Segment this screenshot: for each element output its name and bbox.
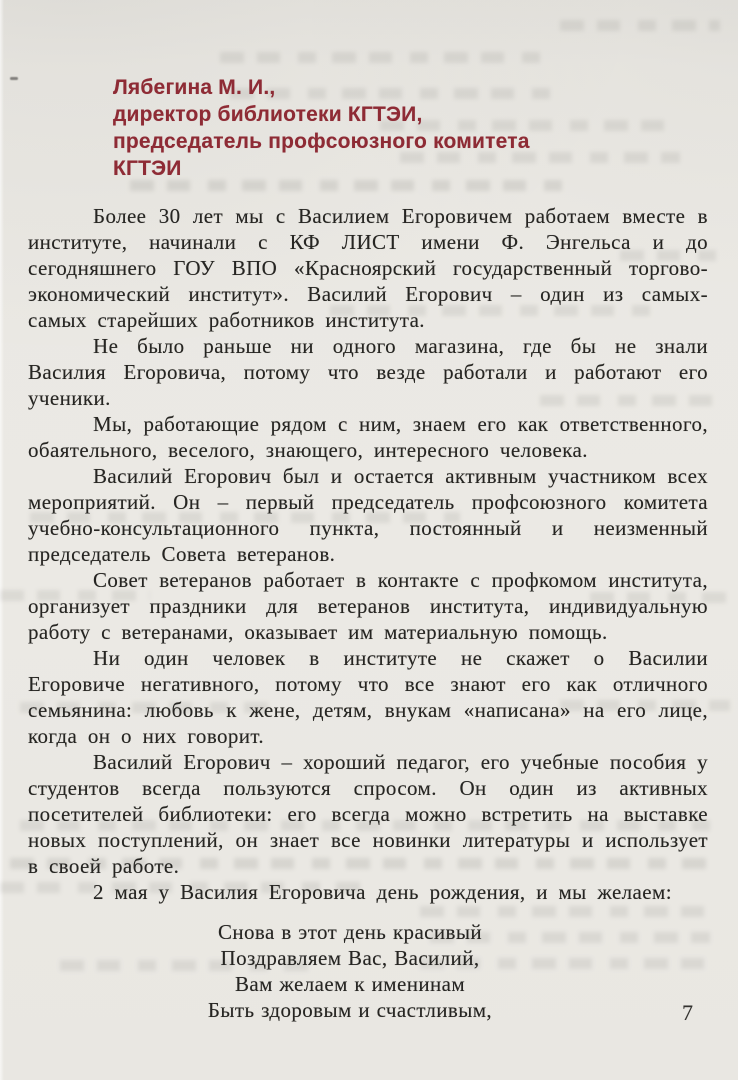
heading-line: Лябегина М. И., <box>113 76 276 99</box>
body-text <box>28 203 708 1023</box>
paragraph: Мы, работающие рядом с ним, знаем его как ответственного, обаятельного, веселого, знающего, интересного человека. <box>28 412 708 462</box>
heading-line: КГТЭИ <box>113 157 182 180</box>
poem-line: Вам желаем к именинам <box>234 972 466 996</box>
scan-speck <box>10 77 18 80</box>
poem <box>28 919 672 1023</box>
bleed-through-text <box>220 52 550 63</box>
paragraph: Василий Егорович – хороший педагог, его учебные пособия у студентов всегда пользуются спросом. Он один из активных посетителей библиотеки: его всегда можно встретить на выставке новых поступлений, он знает все новинки литературы и использует в своей работе. <box>28 750 708 878</box>
poem-line: Быть здоровым и счастливым, <box>207 998 493 1022</box>
poem-line: Поздравляем Вас, Василий, <box>220 946 480 970</box>
paragraph: 2 мая у Василия Егоровича день рождения, и мы желаем: <box>93 880 672 904</box>
paragraph: Ни один человек в институте не скажет о Василии Егоровиче негативного, потому что все знают его как отличного семьянина: любовь к жене, детям, внукам «написана» на его лице, когда он о них говорит. <box>28 646 708 748</box>
scan-edge <box>0 0 4 1080</box>
paragraph: Не было раньше ни одного магазина, где бы не знали Василия Егоровича, потому что везде работали и работают его ученики. <box>28 334 708 410</box>
paragraph: Василий Егорович был и остается активным участником всех мероприятий. Он – первый председатель профсоюзного комитета учебно-консультационного пункта, постоянный и неизменный председатель Совета ветеранов. <box>28 464 708 566</box>
bleed-through-text <box>560 20 720 31</box>
author-heading <box>113 74 530 182</box>
paragraph: Более 30 лет мы с Василием Егоровичем работаем вместе в институте, начинали с КФ ЛИСТ имени Ф. Энгельса и до сегодняшнего ГОУ ВПО «Красноярский государственный торгово-экономический институт». Василий Егорович – один из самых-самых старейших работников института. <box>28 204 708 332</box>
paragraph: Совет ветеранов работает в контакте с профкомом института, организует праздники для ветеранов института, индивидуальную работу с ветеранами, оказывает им материальную помощь. <box>28 568 708 644</box>
page-number: 7 <box>682 1000 693 1025</box>
poem-line: Снова в этот день красивый <box>217 920 482 944</box>
heading-line: директор библиотеки КГТЭИ, <box>113 103 423 126</box>
heading-line: председатель профсоюзного комитета <box>113 130 530 153</box>
